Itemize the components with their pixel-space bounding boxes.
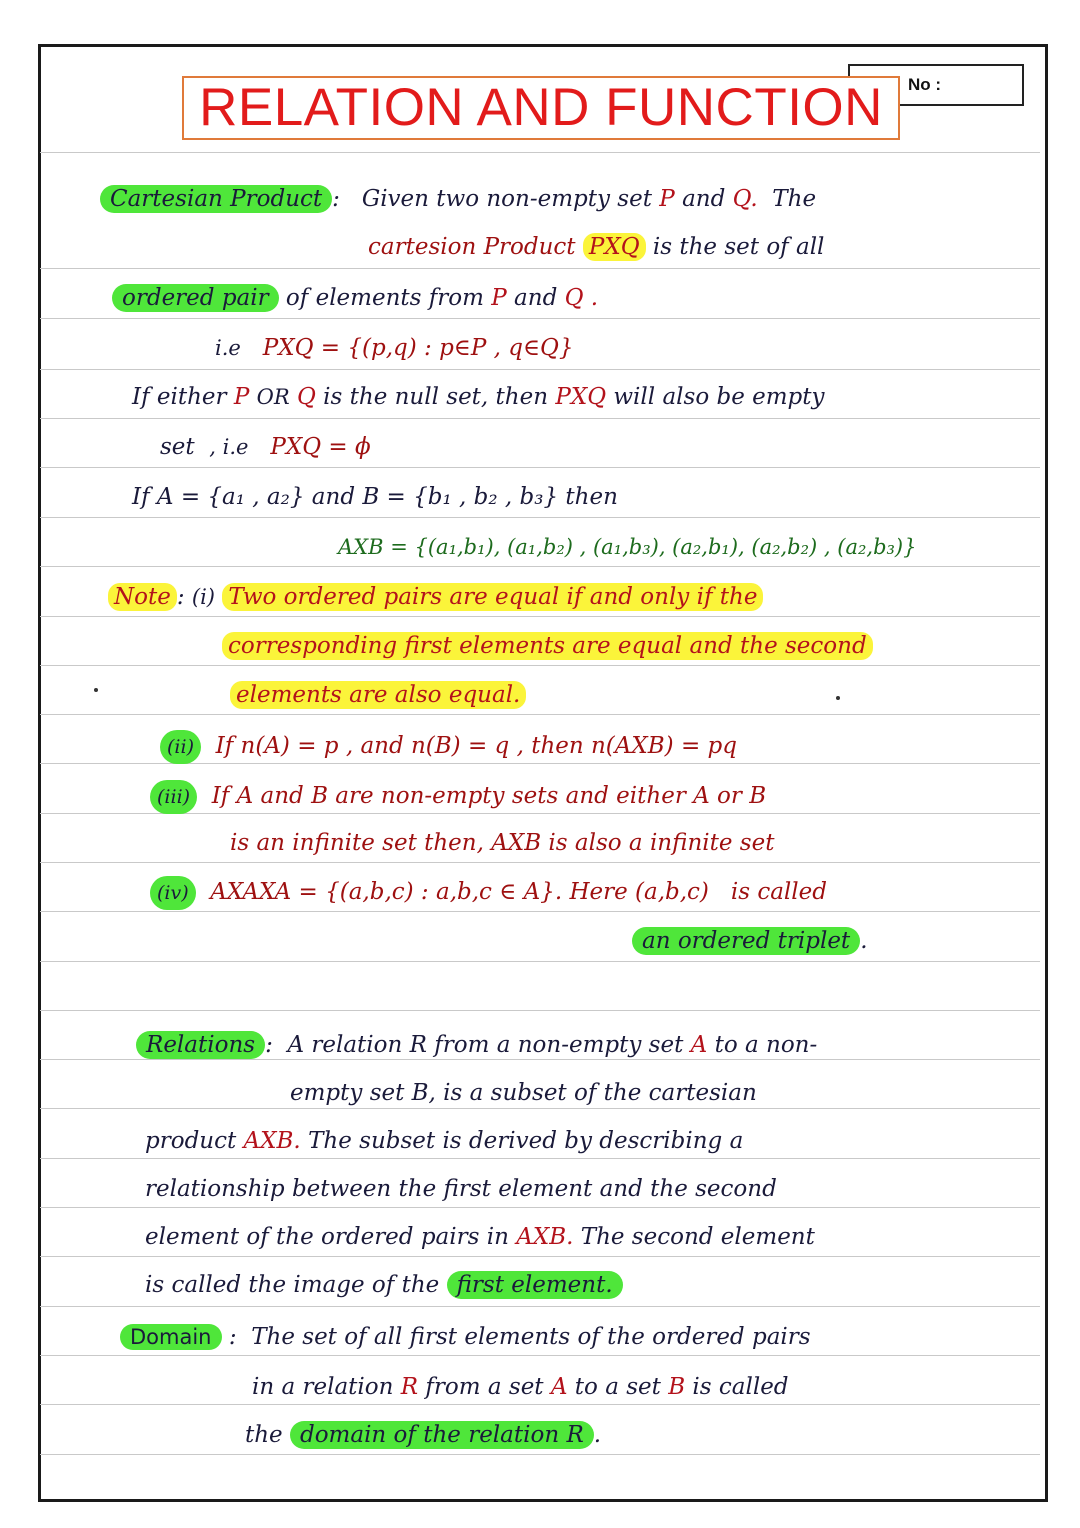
ink-dot [94, 688, 98, 692]
ruled-line [40, 665, 1040, 666]
symbol-q: Q. [732, 186, 758, 212]
cartesian-line-1 [100, 184, 816, 214]
cartesian-line-3 [112, 283, 598, 313]
cartesian-line-2 [368, 232, 824, 262]
ruled-line [40, 467, 1040, 468]
note-i-line-1 [108, 582, 763, 612]
text: A relation R from a non-empty [287, 1032, 642, 1058]
cartesian-line-5 [132, 382, 825, 412]
text: If A = {a₁ , a₂} and B = {b₁ , b₂ , b₃} then [132, 484, 618, 510]
text: element of the ordered pairs in [145, 1224, 509, 1250]
text: is the set of all [652, 234, 825, 260]
text: The subset is derived by describing a [308, 1128, 744, 1154]
relations-line-5 [145, 1222, 815, 1252]
symbol-axb: AXB. [516, 1224, 574, 1250]
domain-line-2 [252, 1372, 789, 1402]
formula: PXQ = {(p,q) : p∈P , q∈Q} [262, 335, 574, 361]
cartesian-line-7 [132, 482, 618, 512]
page-number-label: No : [908, 75, 942, 94]
ruled-line [40, 961, 1040, 962]
formula: AXB = {(a₁,b₁), (a₁,b₂) , (a₁,b₃), (a₂,b₁), (a₂,b₂) , (a₂,b₃)} [338, 535, 917, 559]
text: the [245, 1422, 283, 1448]
relations-line-6 [145, 1270, 623, 1300]
text: set [648, 1032, 684, 1058]
ruled-line [40, 1306, 1040, 1307]
ruled-line [40, 1256, 1040, 1257]
text: cartesion Product [368, 234, 576, 260]
symbol-q: Q . [564, 285, 599, 311]
symbol-p: P [659, 186, 675, 212]
text: in a relation [252, 1374, 394, 1400]
ruled-line [40, 566, 1040, 567]
ruled-line [40, 862, 1040, 863]
relations-line-3 [145, 1126, 743, 1156]
symbol-a: A [690, 1032, 708, 1058]
symbol-q: Q [297, 384, 316, 410]
ruled-line [40, 1355, 1040, 1356]
note-i-line-2 [222, 631, 873, 661]
symbol-b: B [668, 1374, 686, 1400]
formula: AXAXA = {(a,b,c) : a,b,c ∈ A}. Here (a,b,c) [210, 879, 709, 905]
symbol-pxq: PXQ [555, 384, 607, 410]
text: product [145, 1128, 237, 1154]
text: The second element [580, 1224, 815, 1250]
domain-line-3 [245, 1420, 601, 1450]
note-text: is called [730, 879, 827, 905]
ordered-pair-highlight: ordered pair [112, 284, 279, 312]
note-number: (i) [191, 585, 215, 609]
symbol-a: A [550, 1374, 568, 1400]
ruled-line [40, 268, 1040, 269]
ruled-line [40, 1207, 1040, 1208]
text: If either [132, 384, 227, 410]
text: empty set B, is a subset of the cartesian [290, 1080, 757, 1106]
ruled-line [40, 911, 1040, 912]
colon: : [332, 186, 340, 212]
symbol-axb: AXB. [243, 1128, 301, 1154]
note-text: If A and B are non-empty sets and either A or B [211, 783, 767, 809]
text: is called [692, 1374, 789, 1400]
pxq-highlight: PXQ [583, 233, 646, 261]
symbol-p: P [491, 285, 507, 311]
text: Given two non-empty set [361, 186, 652, 212]
ruled-line [40, 1404, 1040, 1405]
ruled-line [40, 616, 1040, 617]
text: relationship between the first element and the second [145, 1176, 777, 1202]
note-number: (iii) [150, 780, 197, 814]
text: and [682, 186, 726, 212]
text: and [514, 285, 558, 311]
ruled-line [40, 517, 1040, 518]
ink-dot [836, 696, 840, 700]
note-i-line-3 [230, 680, 526, 710]
ruled-line [40, 1010, 1040, 1011]
text: will also be empty [613, 384, 825, 410]
formula: PXQ = ϕ [270, 434, 371, 460]
text: to a non- [714, 1032, 818, 1058]
note-number: (ii) [160, 730, 201, 764]
text: is called the image of the [145, 1272, 440, 1298]
text: The [772, 186, 817, 212]
domain-definition-highlight: domain of the relation R [290, 1421, 594, 1449]
domain-line-1 [120, 1322, 811, 1352]
ruled-line [40, 318, 1040, 319]
relations-line-2 [290, 1078, 757, 1108]
text: of elements from [285, 285, 484, 311]
text: set [160, 434, 195, 460]
note-iv-line-2 [632, 926, 868, 956]
text: OR [256, 385, 290, 409]
text: . [860, 928, 868, 954]
ruled-line [40, 152, 1040, 153]
colon: : [228, 1324, 237, 1350]
cartesian-line-6 [160, 432, 371, 462]
cartesian-line-4 [215, 333, 573, 363]
symbol-r: R [400, 1374, 419, 1400]
ruled-line [40, 418, 1040, 419]
ruled-line [40, 1454, 1040, 1455]
relations-heading: Relations [136, 1031, 265, 1059]
note-iii-line-1 [150, 780, 766, 814]
note-text: If n(A) = p , and n(B) = q , then n(AXB) = pq [215, 733, 737, 759]
text: . [593, 1422, 602, 1448]
note-text: elements are also equal. [230, 681, 526, 709]
note-iii-line-2 [230, 828, 774, 858]
text: The set of all first elements of the ordered pairs [251, 1324, 811, 1350]
ruled-line [40, 369, 1040, 370]
text: , i.e [209, 435, 249, 459]
ruled-line [40, 1108, 1040, 1109]
cartesian-heading: Cartesian Product [100, 185, 332, 213]
page-title: RELATION AND FUNCTION [182, 76, 900, 140]
note-text: Two ordered pairs are equal if and only if the [222, 583, 763, 611]
note-number: (iv) [150, 876, 196, 910]
ruled-line [40, 1158, 1040, 1159]
note-text: is an infinite set then, AXB is also a infinite set [230, 830, 775, 856]
first-element-highlight: first element. [447, 1271, 623, 1299]
text: is the null set, then [323, 384, 549, 410]
note-text: corresponding first elements are equal and the second [222, 632, 873, 660]
ordered-triplet-highlight: an ordered triplet [632, 927, 860, 955]
text: to a set [574, 1374, 661, 1400]
note-label: Note [108, 583, 177, 611]
note-ii [160, 730, 737, 764]
relations-line-1 [136, 1030, 817, 1060]
ruled-line [40, 714, 1040, 715]
symbol-p: P [233, 384, 250, 410]
cartesian-line-8 [338, 532, 916, 562]
text: i.e [215, 336, 241, 360]
relations-line-4 [145, 1174, 777, 1204]
note-iv-line-1 [150, 876, 827, 910]
text: from a set [425, 1374, 544, 1400]
colon: : [176, 584, 185, 610]
colon: : [265, 1032, 273, 1058]
domain-heading: Domain [120, 1324, 222, 1350]
